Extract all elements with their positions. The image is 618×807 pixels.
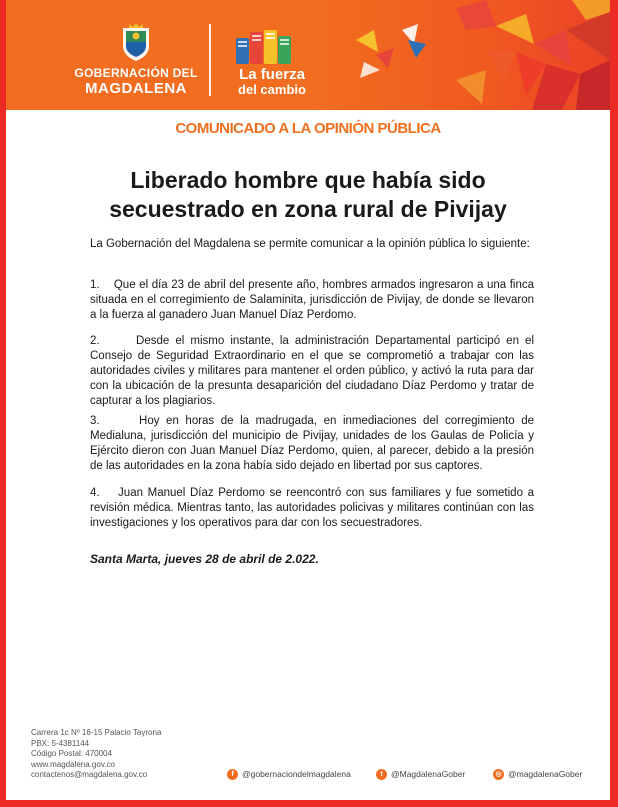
geometric-decoration — [336, 0, 610, 110]
twitter-handle-text: @MagdalenaGober — [391, 769, 466, 779]
document-page — [6, 0, 610, 800]
coat-of-arms-logo — [119, 22, 153, 62]
slogan-line1: La fuerza — [239, 66, 305, 83]
header-divider — [209, 24, 211, 96]
slogan-line2: del cambio — [238, 82, 306, 97]
footer-address — [31, 728, 211, 781]
paragraph-2: 2. Desde el mismo instante, la administración Departamental participó en el Consejo de Seguridad Extraordinario en el que se comprometió a trabajar con las autoridades civiles y militares para mantener el orden público, y activó la ruta para dar con la ubicación de la presunta desaparición del ciudadano Díaz Perdomo y tratar de capturar a los plagiarios. — [90, 335, 534, 407]
instagram-handle-text: @magdalenaGober — [508, 769, 583, 779]
address-line: Carrera 1c Nº 16-15 Palacio Tayrona — [31, 728, 162, 737]
instagram-icon: ◎ — [493, 769, 504, 780]
facebook-handle[interactable] — [227, 767, 351, 781]
headline-line2: secuestrado en zona rural de Pivijay — [109, 196, 507, 222]
facebook-handle-text: @gobernaciondelmagdalena — [242, 769, 351, 779]
headline-line1: Liberado hombre que había sido — [130, 167, 486, 193]
date-line: Santa Marta, jueves 28 de abril de 2.022. — [90, 552, 319, 566]
brand-name-line2: MAGDALENA — [85, 80, 187, 97]
headline — [46, 166, 570, 224]
raised-fists-logo — [234, 28, 296, 66]
twitter-handle[interactable] — [376, 767, 465, 781]
email-link[interactable]: contactenos@magdalena.gov.co — [31, 770, 148, 779]
paragraph-1: 1. Que el día 23 de abril del presente año, hombres armados ingresaron a una finca situada en el corregimiento de Salaminita, jurisdicción de Pivijay, de donde se llevaron a la fuerza al ganadero Juan Manuel Díaz Perdomo. — [90, 279, 534, 321]
intro-paragraph: La Gobernación del Magdalena se permite comunicar a la opinión pública lo siguiente: — [90, 238, 530, 250]
brand-name-line1: GOBERNACIÓN DEL — [74, 66, 198, 80]
pbx-line: PBX: 5-4381144 — [31, 738, 90, 748]
letterhead-banner — [6, 0, 610, 110]
communique-subtitle: COMUNICADO A LA OPINIÓN PÚBLICA — [175, 120, 441, 137]
instagram-handle[interactable] — [493, 767, 582, 781]
paragraph-4: 4. Juan Manuel Díaz Perdomo se reencontró con sus familiares y fue sometido a revisión médica. Mientras tanto, las autoridades policivas y militares continúan con las investigaciones y los operativos para dar con los secuestradores. — [90, 487, 534, 529]
postal-code-line: Código Postal: 470004 — [31, 749, 112, 758]
paragraph-3: 3. Hoy en horas de la madrugada, en inmediaciones del corregimiento de Medialuna, jurisdicción del municipio de Pivijay, unidades de los Gaulas de Policía y Ejército dieron con Juan Manuel Díaz Perdomo, quien, al parecer, debido a la presión de las autoridades en la zona había sido dejado en libertad por sus captores. — [90, 415, 534, 472]
website-link[interactable]: www.magdalena.gov.co — [31, 759, 115, 769]
facebook-icon: f — [227, 769, 238, 780]
twitter-icon: t — [376, 769, 387, 780]
